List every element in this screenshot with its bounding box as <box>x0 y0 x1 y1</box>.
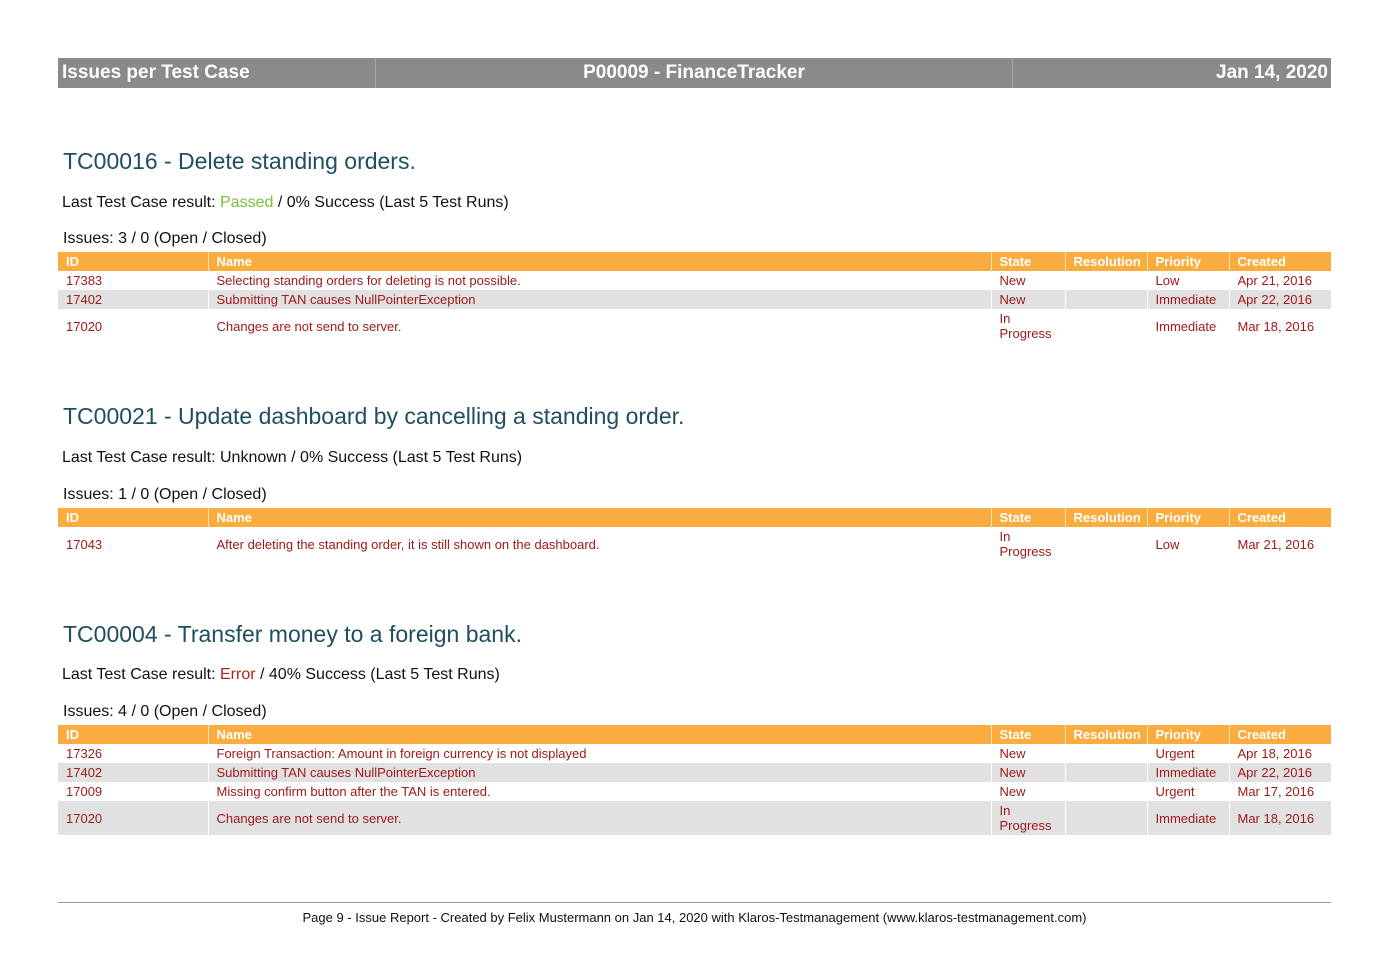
issue-state: New <box>991 744 1065 763</box>
table-row <box>58 782 1331 801</box>
issue-resolution <box>1065 801 1147 835</box>
test-case-title: TC00021 - Update dashboard by cancelling a standing order. <box>63 403 685 429</box>
issue-name: Foreign Transaction: Amount in foreign currency is not displayed <box>208 744 991 763</box>
table-row <box>58 527 1331 561</box>
issue-name: Submitting TAN causes NullPointerException <box>208 763 991 782</box>
issue-id: 17383 <box>58 271 208 290</box>
col-created: Created <box>1229 508 1331 527</box>
col-resolution: Resolution <box>1065 725 1147 744</box>
col-created: Created <box>1229 725 1331 744</box>
test-case-title: TC00016 - Delete standing orders. <box>63 148 416 174</box>
issue-state: New <box>991 290 1065 309</box>
issue-created: Apr 22, 2016 <box>1229 290 1331 309</box>
issues-summary: Issues: 3 / 0 (Open / Closed) <box>63 230 267 247</box>
issue-priority: Low <box>1147 271 1229 290</box>
col-id: ID <box>58 252 208 271</box>
col-name: Name <box>208 508 991 527</box>
issue-resolution <box>1065 763 1147 782</box>
result-status: Unknown <box>220 449 287 466</box>
result-label: Last Test Case result: <box>62 194 220 211</box>
table-row <box>58 801 1331 835</box>
issues-summary: Issues: 4 / 0 (Open / Closed) <box>63 703 267 720</box>
table-row <box>58 290 1331 309</box>
col-resolution: Resolution <box>1065 252 1147 271</box>
test-case-title: TC00004 - Transfer money to a foreign bank. <box>63 621 522 647</box>
table-header-row <box>58 508 1331 527</box>
col-name: Name <box>208 252 991 271</box>
issue-id: 17402 <box>58 290 208 309</box>
result-suffix: / 0% Success (Last 5 Test Runs) <box>286 449 523 466</box>
col-state: State <box>991 508 1065 527</box>
issue-name: Changes are not send to server. <box>208 309 991 343</box>
issue-created: Apr 21, 2016 <box>1229 271 1331 290</box>
test-case-result <box>62 194 509 212</box>
result-status: Error <box>220 666 256 683</box>
issue-resolution <box>1065 744 1147 763</box>
issue-created: Mar 18, 2016 <box>1229 309 1331 343</box>
issue-priority: Urgent <box>1147 782 1229 801</box>
table-row <box>58 763 1331 782</box>
issue-state: In Progress <box>991 309 1065 343</box>
col-state: State <box>991 725 1065 744</box>
issue-state: New <box>991 763 1065 782</box>
result-suffix: / 40% Success (Last 5 Test Runs) <box>255 666 500 683</box>
issue-id: 17020 <box>58 309 208 343</box>
col-priority: Priority <box>1147 725 1229 744</box>
issue-name: Changes are not send to server. <box>208 801 991 835</box>
report-date: Jan 14, 2020 <box>1216 62 1328 83</box>
issue-created: Mar 17, 2016 <box>1229 782 1331 801</box>
test-case-result <box>62 449 522 467</box>
issues-summary: Issues: 1 / 0 (Open / Closed) <box>63 486 267 503</box>
report-header <box>58 58 1331 88</box>
issue-state: New <box>991 271 1065 290</box>
col-id: ID <box>58 725 208 744</box>
table-row <box>58 271 1331 290</box>
issue-resolution <box>1065 527 1147 561</box>
issue-resolution <box>1065 290 1147 309</box>
col-priority: Priority <box>1147 252 1229 271</box>
issues-table <box>58 508 1332 561</box>
issue-resolution <box>1065 271 1147 290</box>
table-header-row <box>58 725 1331 744</box>
issue-created: Apr 18, 2016 <box>1229 744 1331 763</box>
issue-name: Submitting TAN causes NullPointerException <box>208 290 991 309</box>
issue-id: 17043 <box>58 527 208 561</box>
issue-priority: Immediate <box>1147 801 1229 835</box>
issue-name: Missing confirm button after the TAN is entered. <box>208 782 991 801</box>
col-priority: Priority <box>1147 508 1229 527</box>
issue-priority: Immediate <box>1147 763 1229 782</box>
issue-state: New <box>991 782 1065 801</box>
col-resolution: Resolution <box>1065 508 1147 527</box>
issue-name: Selecting standing orders for deleting is not possible. <box>208 271 991 290</box>
issue-priority: Immediate <box>1147 290 1229 309</box>
result-label: Last Test Case result: <box>62 666 220 683</box>
issue-created: Mar 18, 2016 <box>1229 801 1331 835</box>
issue-state: In Progress <box>991 801 1065 835</box>
page-footer: Page 9 - Issue Report - Created by Felix Mustermann on Jan 14, 2020 with Klaros-Testmanagement (www.klaros-testmanagement.com) <box>302 910 1087 925</box>
issue-resolution <box>1065 309 1147 343</box>
issue-priority: Urgent <box>1147 744 1229 763</box>
col-created: Created <box>1229 252 1331 271</box>
footer-divider <box>58 902 1331 903</box>
issue-priority: Immediate <box>1147 309 1229 343</box>
issue-created: Apr 22, 2016 <box>1229 763 1331 782</box>
result-label: Last Test Case result: <box>62 449 220 466</box>
col-state: State <box>991 252 1065 271</box>
issue-id: 17326 <box>58 744 208 763</box>
issues-table <box>58 252 1332 343</box>
table-header-row <box>58 252 1331 271</box>
report-type-title: Issues per Test Case <box>58 58 376 88</box>
issue-priority: Low <box>1147 527 1229 561</box>
project-title: P00009 - FinanceTracker <box>376 58 1013 88</box>
result-suffix: / 0% Success (Last 5 Test Runs) <box>273 194 509 211</box>
test-case-result <box>62 666 500 684</box>
table-row <box>58 744 1331 763</box>
col-id: ID <box>58 508 208 527</box>
table-row <box>58 309 1331 343</box>
issue-resolution <box>1065 782 1147 801</box>
issue-name: After deleting the standing order, it is still shown on the dashboard. <box>208 527 991 561</box>
issue-id: 17402 <box>58 763 208 782</box>
issues-table <box>58 725 1332 835</box>
issue-state: In Progress <box>991 527 1065 561</box>
issue-id: 17009 <box>58 782 208 801</box>
issue-id: 17020 <box>58 801 208 835</box>
col-name: Name <box>208 725 991 744</box>
issue-created: Mar 21, 2016 <box>1229 527 1331 561</box>
result-status: Passed <box>220 194 274 211</box>
